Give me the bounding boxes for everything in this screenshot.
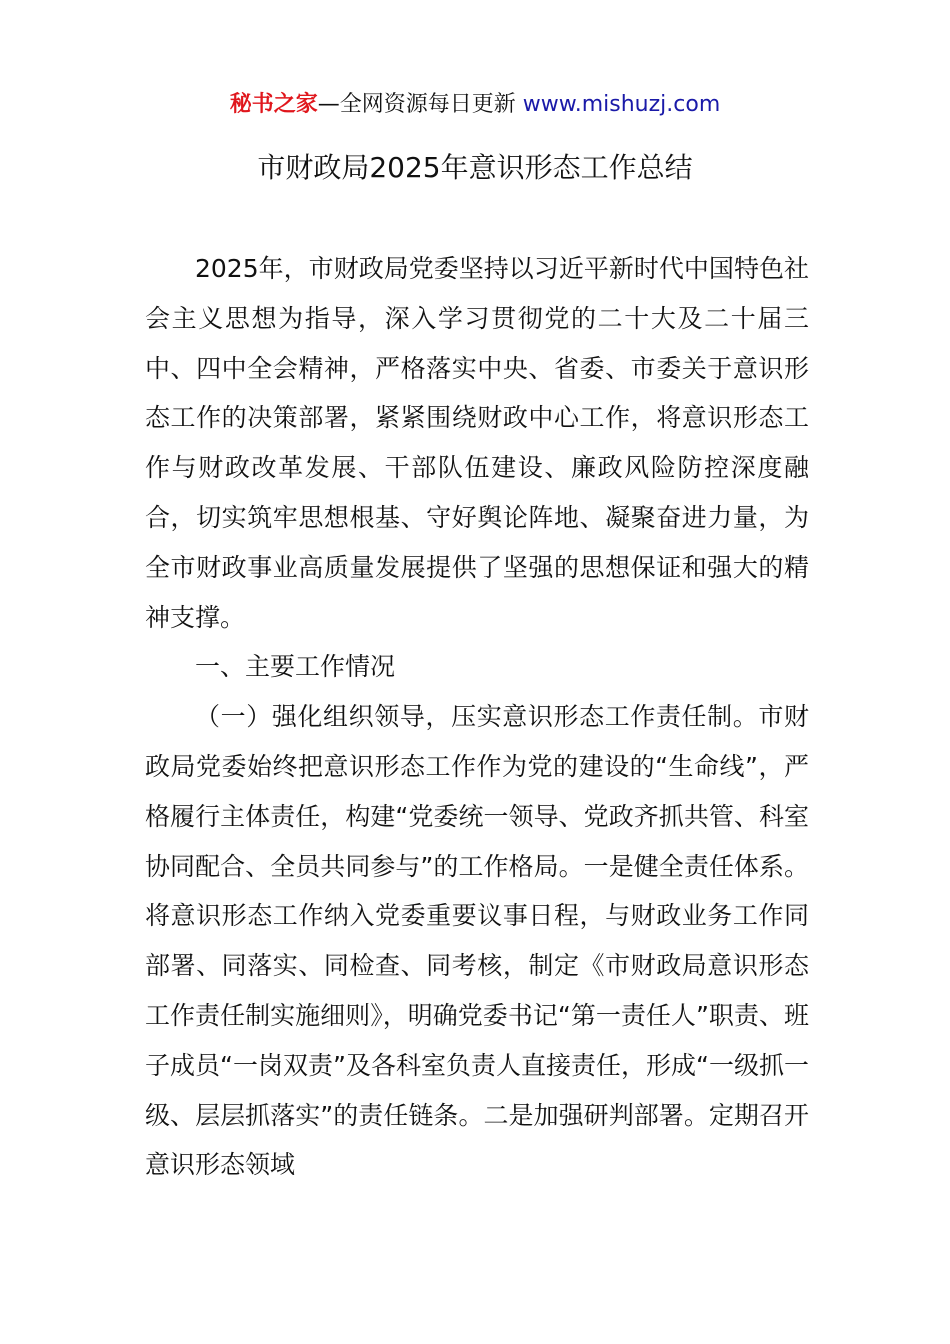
document-title: 市财政局2025年意识形态工作总结 — [257, 151, 693, 184]
site-header — [0, 88, 950, 122]
section-heading-1: 一、主要工作情况 — [195, 652, 396, 682]
document-body — [145, 244, 809, 1190]
subsection-paragraph-1: （一）强化组织领导，压实意识形态工作责任制。市财政局党委始终把意识形态工作作为党的建设的“生命线”，严格履行主体责任，构建“党委统一领导、党政齐抓共管、科室协同配合、全员共同参与”的工作格局。一是健全责任体系。将意识形态工作纳入党委重要议事日程，与财政业务工作同部署、同落实、同检查、同考核，制定《市财政局意识形态工作责任制实施细则》，明确党委书记“第一责任人”职责、班子成员“一岗双责”及各科室负责人直接责任，形成“一级抓一级、层层抓落实”的责任链条。二是加强研判部署。定期召开意识形态领域 — [145, 702, 809, 1180]
site-url-link[interactable]: www.mishuzj.com — [522, 92, 721, 117]
intro-paragraph: 2025年，市财政局党委坚持以习近平新时代中国特色社会主义思想为指导，深入学习贯彻党的二十大及二十届三中、四中全会精神，严格落实中央、省委、市委关于意识形态工作的决策部署，紧紧围绕财政中心工作，将意识形态工作与财政改革发展、干部队伍建设、廉政风险防控深度融合，切实筑牢思想根基、守好舆论阵地、凝聚奋进力量，为全市财政事业高质量发展提供了坚强的思想保证和强大的精神支撑。 — [145, 254, 809, 632]
brand-name: 秘书之家 — [229, 92, 318, 117]
header-tagline: —全网资源每日更新 — [317, 92, 523, 117]
